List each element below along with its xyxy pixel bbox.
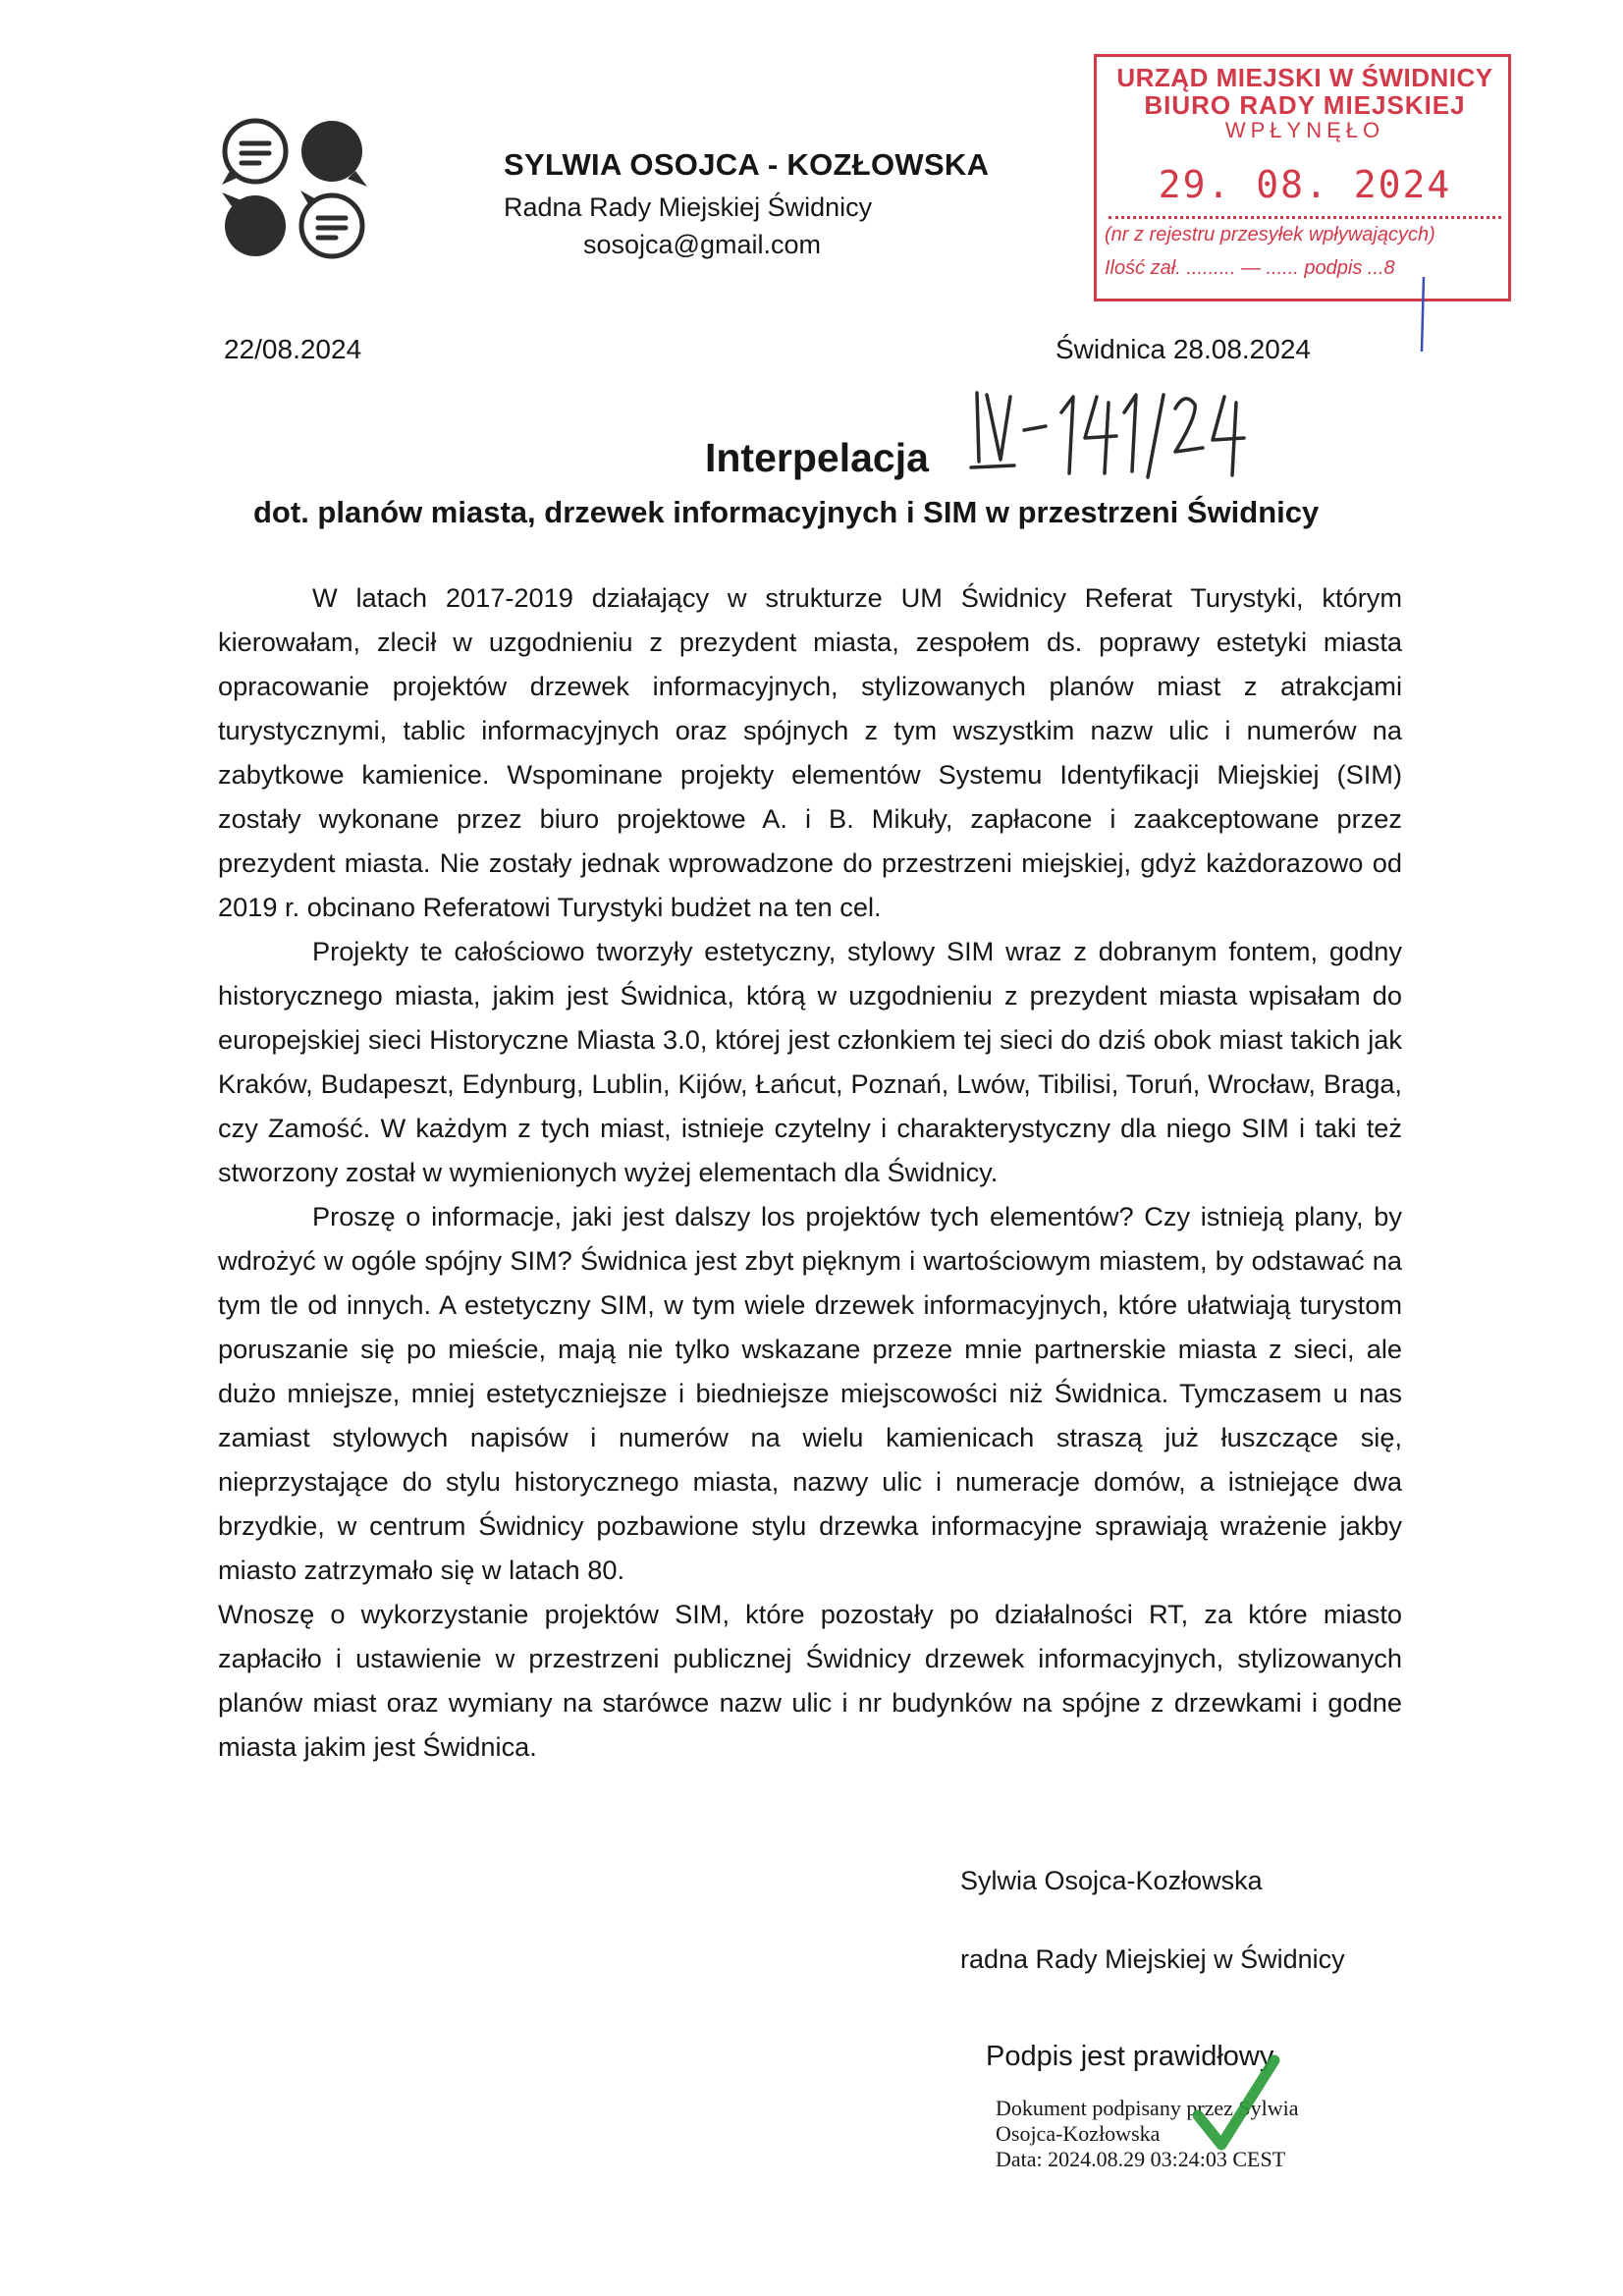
stamp-office: URZĄD MIEJSKI W ŚWIDNICY xyxy=(1116,63,1493,92)
speech-bubbles-logo-icon xyxy=(218,116,375,263)
stamp-dotted-line xyxy=(1109,216,1501,219)
signature-signer-line: Dokument podpisany przez Sylwia xyxy=(996,2096,1299,2120)
stamp-department: BIURO RADY MIEJSKIEJ xyxy=(1144,90,1466,120)
filled-bubble-icon xyxy=(222,192,286,256)
handwritten-reference-number xyxy=(967,383,1262,491)
document-title: Interpelacja xyxy=(705,435,929,480)
stamp-received-label: WPŁYNĘŁO xyxy=(1224,118,1385,142)
outlined-bubble-icon xyxy=(222,121,286,185)
pen-stroke-icon xyxy=(1414,275,1434,354)
signature-role: radna Rady Miejskiej w Świdnicy xyxy=(960,1944,1345,1974)
paragraph: Proszę o informacje, jaki jest dalszy los projektów tych elementów? Czy istnieją plany, by wdrożyć w ogóle spójny SIM? Świdnica jest zbyt pięknym i wartościowym miastem, by odstawać na tym tle od innych. A estetyczny SIM, w tym wiele drzewek informacyjnych, które ułatwiają turystom poruszanie się po mieście, mają nie tylko wskazane przeze mnie partnerskie miasta z sieci, ale dużo mniejsze, mniej estetyczniejsze i biedniejsze miejscowości niż Świdnica. Tymczasem u nas zamiast stylowych napisów i numerów na wielu kamienicach straszą już łuszczące się, nieprzystające do stylu historycznego miasta, nazwy ulic i numeracje domów, a istniejące dwa brzydkie, w centrum Świdnicy pozbawione stylu drzewka informacyjne sprawiają wrażenie jakby miasto zatrzymało się w latach 80. xyxy=(218,1201,1402,1585)
stamp-attachments: Ilość zał. ......... — ...... podpis ...8 xyxy=(1105,257,1395,279)
paragraph: Wnoszę o wykorzystanie projektów SIM, które pozostały po działalności RT, za które miasto zapłaciło i ustawienie w przestrzeni publicznej Świdnicy drzewek informacyjnych, stylizowanych planów miast oraz wymiany na starówce nazw ulic i nr budynków na spójne z drzewkami i godne miasta jakim jest Świdnica. xyxy=(218,1599,1402,1762)
author-name: SYLWIA OSOJCA - KOZŁOWSKA xyxy=(504,147,990,182)
date-place: Świdnica 28.08.2024 xyxy=(1055,334,1311,364)
paragraph: Projekty te całościowo tworzyły estetyczny, stylowy SIM wraz z dobranym fontem, godny historycznego miasta, jakim jest Świdnica, którą w uzgodnieniu z prezydent miasta wpisałam do europejskiej sieci Historyczne Miasta 3.0, której jest członkiem tej sieci do dziś obok miast takich jak Kraków, Budapeszt, Edynburg, Lublin, Kijów, Łańcut, Poznań, Lwów, Tibilisi, Toruń, Wrocław, Braga, czy Zamość. W każdym z tych miast, istnieje czytelny i charakterystyczny dla niego SIM i taki też stworzony został w wymienionych wyżej elementach dla Świdnicy. xyxy=(218,936,1402,1187)
date-left: 22/08.2024 xyxy=(224,334,362,364)
paragraph: W latach 2017-2019 działający w strukturze UM Świdnicy Referat Turystyki, którym kierowałam, zlecił w uzgodnieniu z prezydent miasta, zespołem ds. poprawy estetyki miasta opracowanie projektów drzewek informacyjnych, stylizowanych planów miast z atrakcjami turystycznymi, tablic informacyjnych oraz spójnych z tym wszystkim nazw ulic i numerów na zabytkowe kamienice. Wspominane projekty elementów Systemu Identyfikacji Miejskiej (SIM) zostały wykonane przez biuro projektowe A. i B. Mikuły, zapłacone i zaakceptowane przez prezydent miasta. Nie zostały jednak wprowadzone do przestrzeni miejskiej, gdyż każdorazowo od 2019 r. obcinano Referatowi Turystyki budżet na ten cel. xyxy=(218,582,1402,922)
author-role: Radna Rady Miejskiej Świdnicy xyxy=(504,192,873,222)
stamp-register: (nr z rejestru przesyłek wpływających) xyxy=(1105,224,1435,246)
stamp-date: 29. 08. 2024 xyxy=(1158,163,1452,206)
signature-name: Sylwia Osojca-Kozłowska xyxy=(960,1866,1263,1895)
author-email: sosojca@gmail.com xyxy=(583,230,821,259)
signature-valid-label: Podpis jest prawidłowy xyxy=(986,2041,1274,2072)
electronic-signature xyxy=(986,2041,1398,2188)
document-subtitle: dot. planów miasta, drzewek informacyjnych i SIM w przestrzeni Świdnicy xyxy=(253,495,1320,529)
received-stamp xyxy=(1094,54,1511,301)
letter-body xyxy=(218,575,1402,1769)
signature-signer-name: Osojca-Kozłowska xyxy=(996,2121,1161,2146)
outlined-bubble-icon xyxy=(300,191,362,256)
checkmark-icon xyxy=(1192,2054,1280,2153)
filled-bubble-icon xyxy=(301,121,367,187)
signature-timestamp: Data: 2024.08.29 03:24:03 CEST xyxy=(996,2147,1286,2171)
